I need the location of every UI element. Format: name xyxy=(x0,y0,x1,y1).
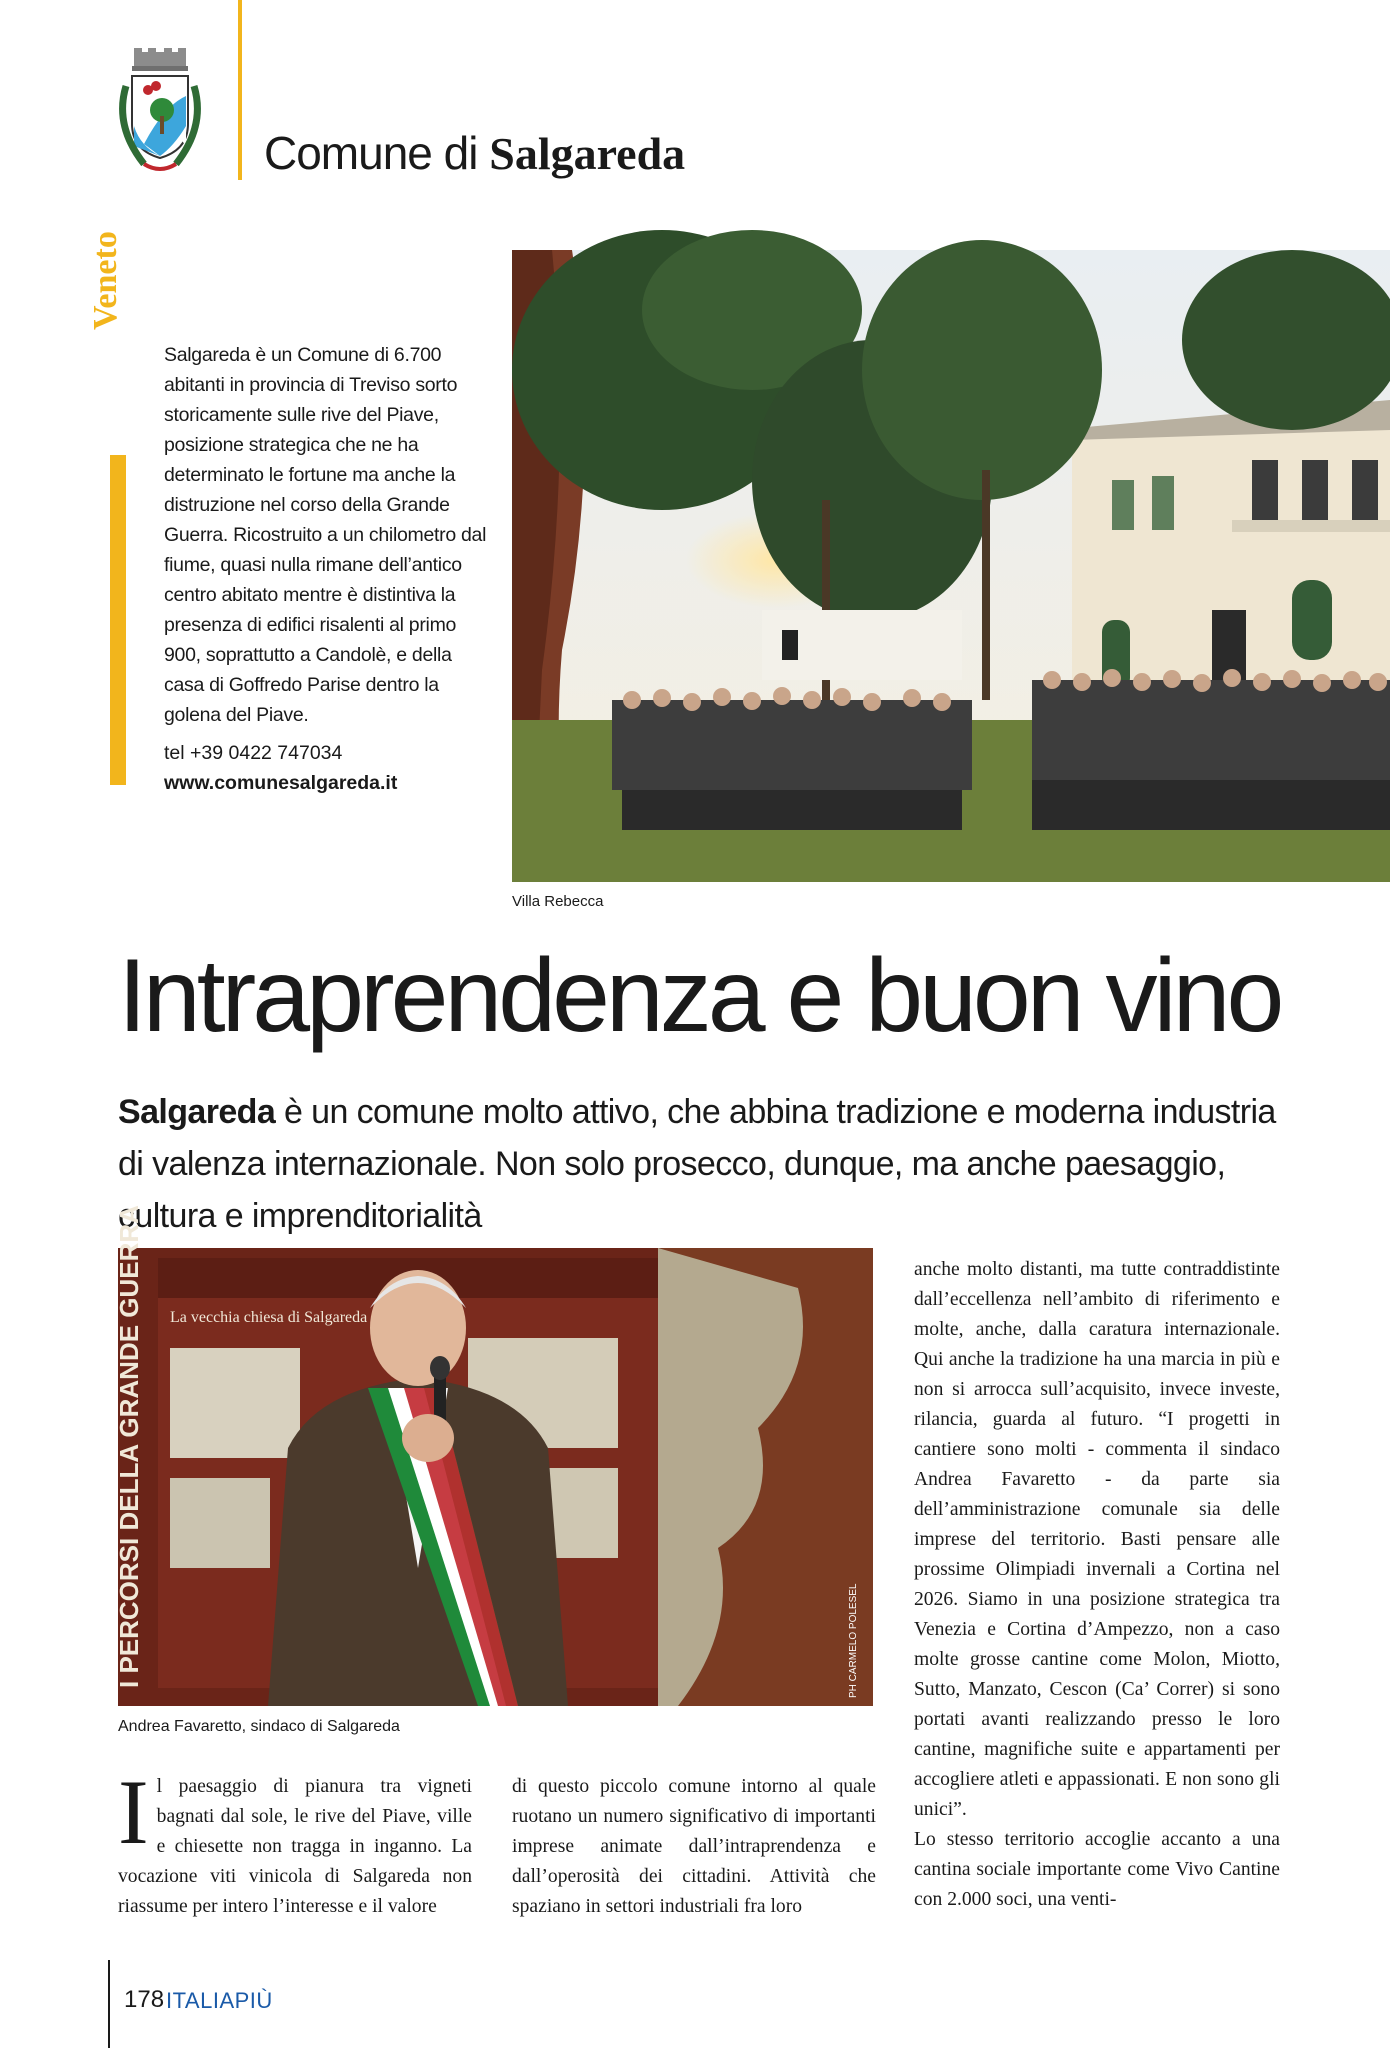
photo-credit: PH CARMELO POLESEL xyxy=(848,1583,859,1698)
municipal-crest-logo xyxy=(104,46,216,186)
article-headline: Intraprendenza e buon vino xyxy=(118,938,1281,1054)
article-column-2 xyxy=(512,1772,876,1922)
deck-text: è un comune molto attivo, che abbina tradizione e moderna industria di valenza internazionale. Non solo prosecco, dunque, ma anche paesaggio, cultura e imprenditorialità xyxy=(118,1093,1276,1235)
drop-cap: I xyxy=(118,1761,149,1863)
intro-box xyxy=(164,340,494,730)
column-2-text: di questo piccolo comune intorno al quale ruotano un numero significativo di importanti imprese animate dall’intraprendenza e dall’operosità dei cittadini. Attività che spaziano in settori industriali fra loro xyxy=(512,1776,876,1917)
column-3-paragraph-1: anche molto distanti, ma tutte contraddistinte dall’eccellenza nell’ambito di riferimento e molte, anche, dalla caratura internazionale. Qui anche la tradizione ha una marcia in più e non si arrocca sull’acquisito, invece investe, rilancia, guarda al futuro. “I progetti in cantiere sono molti - commenta il sindaco Andrea Favaretto - da parte sia dell’amministrazione comunale sia delle imprese del territorio. Basti pensare alle prossime Olimpiadi invernali a Cortina nel 2026. Siamo in una posizione strategica tra Venezia e Cortina d’Ampezzo, non a caso molte grosse cantine come Molon, Miotto, Sutto, Manzato, Cescon (Ca’ Correr) si sono portati avanti realizzando presso le loro cantine, magnifiche suite e appartamenti per accogliere atleti e appassionati. E non sono gli unici”. xyxy=(914,1259,1280,1820)
website-link[interactable]: www.comunesalgareda.it xyxy=(164,772,398,794)
photo-caption: Villa Rebecca xyxy=(512,893,604,910)
title-municipality: Salgareda xyxy=(489,128,686,179)
contact-info xyxy=(164,738,494,798)
intro-text: Salgareda è un Comune di 6.700 abitanti in provincia di Treviso sorto storicamente sulle rive del Piave, posizione strategica che ne ha determinato le fortune ma anche la distruzione nel corso della Grande Guerra. Ricostruito a un chilometro dal fiume, quasi nulla rimane dell’antico centro abitato mentre è distintiva la presenza di edifici risalenti al primo 900, soprattutto a Candolè, e della casa di Goffredo Parise dentro la golena del Piave. xyxy=(164,344,487,726)
article-column-1 xyxy=(118,1761,472,1922)
magazine-name xyxy=(166,1988,273,2014)
villa-rebecca-photo xyxy=(512,250,1390,882)
header-accent-rule xyxy=(238,0,242,180)
magazine-name-italia: ITALIA xyxy=(166,1988,235,2013)
phone-number: tel +39 0422 747034 xyxy=(164,742,343,764)
page-title xyxy=(264,127,686,179)
column-3-paragraph-2: Lo stesso territorio accoglie accanto a una cantina sociale importante come Vivo Cantine con 2.000 soci, una venti- xyxy=(914,1829,1280,1910)
page-number: 178 xyxy=(124,1986,165,2013)
poster-title: La vecchia chiesa di Salgareda xyxy=(170,1309,368,1326)
column-1-text: l paesaggio di pianura tra vigneti bagnati dal sole, le rive del Piave, ville e chiesette non tragga in inganno. La vocazione viti vinicola di Salgareda non riassume per intero l’interesse e il valore xyxy=(118,1776,472,1917)
region-accent-bar xyxy=(110,455,126,785)
article-deck xyxy=(118,1086,1278,1242)
magazine-name-piu: PIÙ xyxy=(234,1988,273,2013)
mayor-photo-caption: Andrea Favaretto, sindaco di Salgareda xyxy=(118,1718,400,1735)
poster-side-title: I PERCORSI DELLA GRANDE GUERRA xyxy=(114,1205,144,1688)
mayor-photo xyxy=(114,1205,873,1706)
title-prefix: Comune di xyxy=(264,127,490,179)
article-column-3 xyxy=(914,1255,1280,1915)
deck-lead: Salgareda xyxy=(118,1093,276,1131)
region-label: Veneto xyxy=(87,231,124,330)
footer-rule xyxy=(108,1960,110,2048)
